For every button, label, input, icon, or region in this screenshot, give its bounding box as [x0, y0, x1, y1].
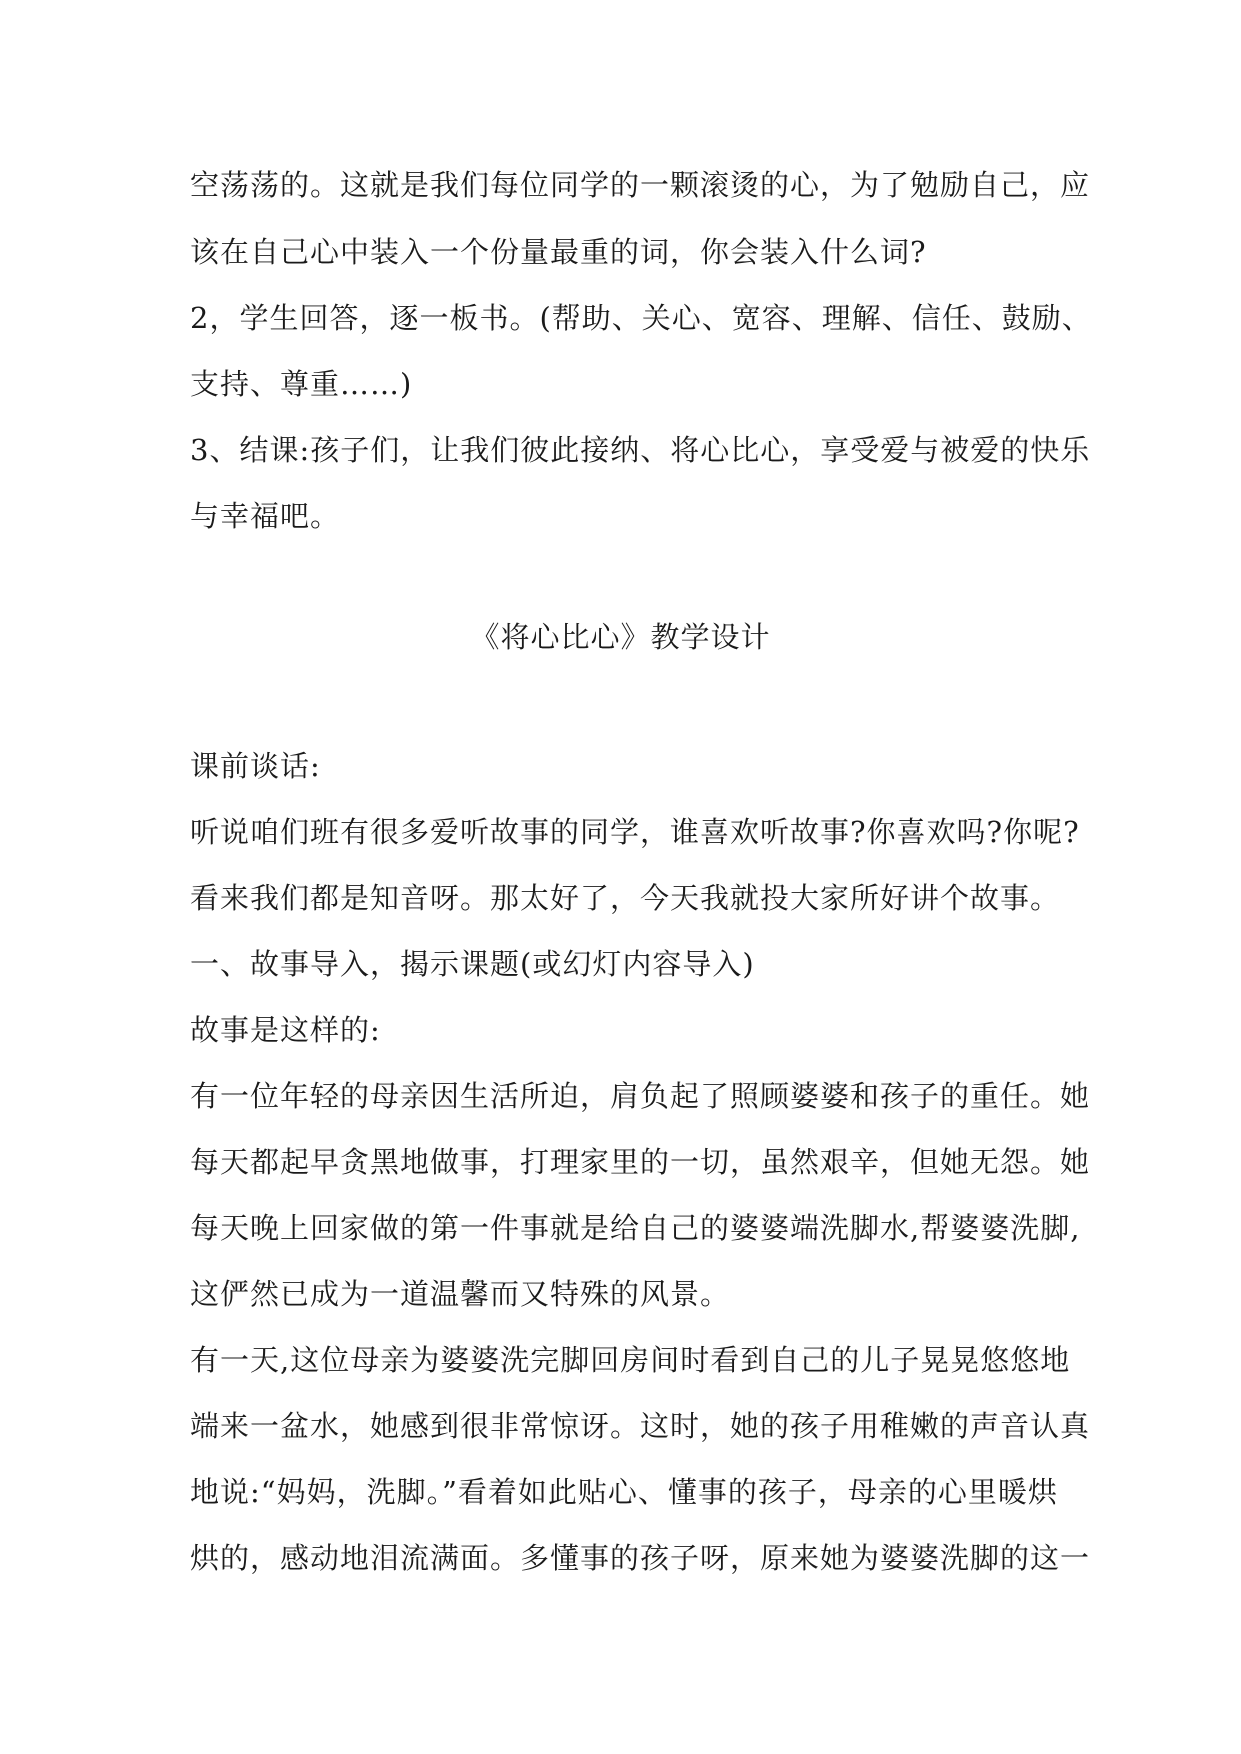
text-line-body-10: 有一天,这位母亲为婆婆洗完脚回房间时看到自己的儿子晃晃悠悠地 [190, 1343, 1071, 1377]
text-line-body-9: 这俨然已成为一道温馨而又特殊的风景。 [190, 1277, 731, 1311]
text-line-intro-1: 空荡荡的。这就是我们每位同学的一颗滚烫的心，为了勉励自己，应 [190, 168, 1091, 202]
page-title: 《将心比心》教学设计 [470, 620, 771, 654]
text-line-body-11: 端来一盆水，她感到很非常惊讶。这时，她的孩子用稚嫩的声音认真 [190, 1409, 1091, 1443]
text-line-body-1: 课前谈话: [190, 749, 321, 783]
text-line-intro-4: 支持、尊重……) [190, 367, 413, 401]
text-line-body-4: 一、故事导入，揭示课题(或幻灯内容导入) [190, 947, 755, 981]
text-line-body-12: 地说:“妈妈，洗脚。”看着如此贴心、懂事的孩子，母亲的心里暖烘 [190, 1475, 1058, 1509]
text-line-body-3: 看来我们都是知音呀。那太好了，今天我就投大家所好讲个故事。 [190, 881, 1061, 915]
text-line-body-13: 烘的，感动地泪流满面。多懂事的孩子呀，原来她为婆婆洗脚的这一 [190, 1541, 1091, 1575]
text-line-body-8: 每天晚上回家做的第一件事就是给自己的婆婆端洗脚水,帮婆婆洗脚, [190, 1211, 1081, 1245]
text-line-intro-5: 3、结课:孩子们，让我们彼此接纳、将心比心，享受爱与被爱的快乐 [190, 433, 1091, 467]
text-line-body-2: 听说咱们班有很多爱听故事的同学，谁喜欢听故事?你喜欢吗?你呢? [190, 815, 1080, 849]
text-line-body-7: 每天都起早贪黑地做事，打理家里的一切，虽然艰辛，但她无怨。她 [190, 1145, 1091, 1179]
text-line-intro-2: 该在自己心中装入一个份量最重的词，你会装入什么词? [190, 235, 927, 269]
text-line-body-6: 有一位年轻的母亲因生活所迫，肩负起了照顾婆婆和孩子的重任。她 [190, 1079, 1091, 1113]
text-line-intro-3: 2，学生回答，逐一板书。(帮助、关心、宽容、理解、信任、鼓励、 [190, 301, 1092, 335]
text-line-body-5: 故事是这样的: [190, 1013, 381, 1047]
text-line-intro-6: 与幸福吧。 [190, 499, 341, 533]
